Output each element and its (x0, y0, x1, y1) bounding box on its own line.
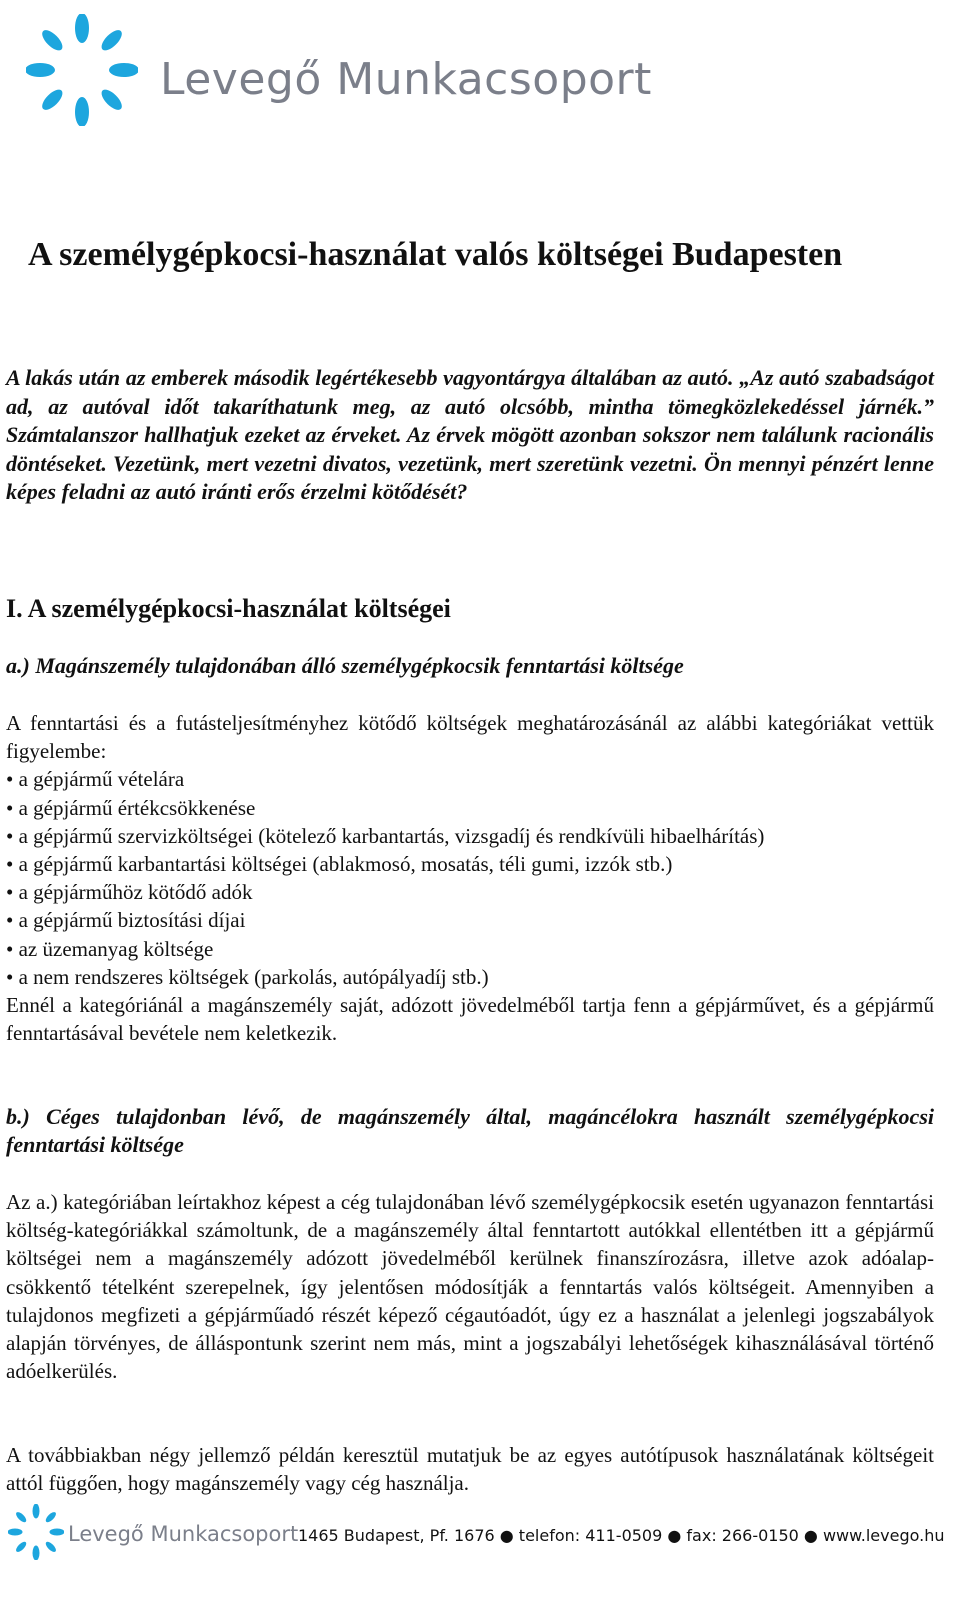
list-item: • a gépjármű vételára (6, 767, 185, 792)
header-logo (26, 14, 666, 124)
footer-brand: Levegő Munkacsoport (68, 1522, 299, 1546)
page-footer (0, 1500, 960, 1570)
subsection-a-body (6, 709, 934, 1047)
list-item: • a gépjárműhöz kötődő adók (6, 880, 253, 905)
list-item: • a gépjármű értékcsökkenése (6, 795, 256, 820)
subsection-a-outro: Ennél a kategóriánál a magánszemély saját, adózott jövedelméből tartja fenn a gépjárművet, és a gépjármű fenntartásával bevétele nem keletkezik. (6, 993, 934, 1046)
list-item: • a gépjármű biztosítási díjai (6, 908, 246, 933)
list-item: • a gépjármű karbantartási költségei (ablakmosó, mosatás, téli gumi, izzók stb.) (6, 852, 673, 877)
intro-paragraph: A lakás után az emberek második legértékesebb vagyontárgya általában az autó. „Az autó szabadságot ad, az autóval időt takaríthatunk meg, az autó olcsóbb, mintha tömegközlekedéssel járnék.” Számtalanszor hallhatjuk ezeket az érveket. Az érvek mögött azonban sokszor nem találunk racionális döntéseket. Vezetünk, mert vezetni divatos, vezetünk, mert szeretünk vezetni. Ön mennyi pénzért lenne képes feladni az autó iránti erős érzelmi kötődését? (6, 365, 934, 504)
closing-paragraph: A továbbiakban négy jellemző példán keresztül mutatjuk be az egyes autótípusok használatának költségeit attól függően, hogy magánszemély vagy cég használja. (6, 1443, 934, 1496)
footer-contact: 1465 Budapest, Pf. 1676 ● telefon: 411-0509 ● fax: 266-0150 ● www.levego.hu (298, 1526, 945, 1545)
brand-wordmark: Levegő Munkacsoport (160, 54, 652, 105)
list-item: • a nem rendszeres költségek (parkolás, autópályadíj stb.) (6, 964, 489, 989)
section-heading: I. A személygépkocsi-használat költségei (6, 594, 451, 623)
levego-logo-icon (26, 14, 138, 126)
list-item: • a gépjármű szervizköltségei (kötelező karbantartás, vizsgadíj és rendkívüli hibaelhárítás) (6, 823, 765, 848)
subsection-b-paragraph: Az a.) kategóriában leírtakhoz képest a cég tulajdonában lévő személygépkocsik esetén ugyanazon fenntartási költség-kategóriákkal számoltunk, de a magánszemély által fenntartott autókkal ellentétben itt a gépjármű költségei nem a magánszemély adózott jövedelméből kerülnek finanszírozásra, illetve azok adóalap-csökkentő tételként szerepelnek, így jelentősen módosítják a fenntartás valós költségeit. Amennyiben a tulajdonos megfizeti a gépjárműadó részét képező cégautóadót, úgy ez a használat a jelenlegi jogszabályok alapján törvényes, de álláspontunk szerint nem más, mint a jogszabályi lehetőségek kihasználásával történő adóelkerülés. (6, 1190, 934, 1384)
list-item: • az üzemanyag költsége (6, 936, 214, 961)
subsection-a-heading: a.) Magánszemély tulajdonában álló személygépkocsik fenntartási költsége (6, 653, 684, 678)
levego-logo-icon (8, 1504, 64, 1560)
document-title: A személygépkocsi-használat valós költségei Budapesten (28, 236, 843, 273)
subsection-a-intro: A fenntartási és a futásteljesítményhez kötődő költségek meghatározásánál az alábbi kategóriákat vettük figyelembe: (6, 711, 934, 764)
cost-category-list (6, 765, 934, 991)
subsection-b-heading: b.) Céges tulajdonban lévő, de magánszemély által, magáncélokra használt személygépkocsi fenntartási költsége (6, 1104, 934, 1157)
